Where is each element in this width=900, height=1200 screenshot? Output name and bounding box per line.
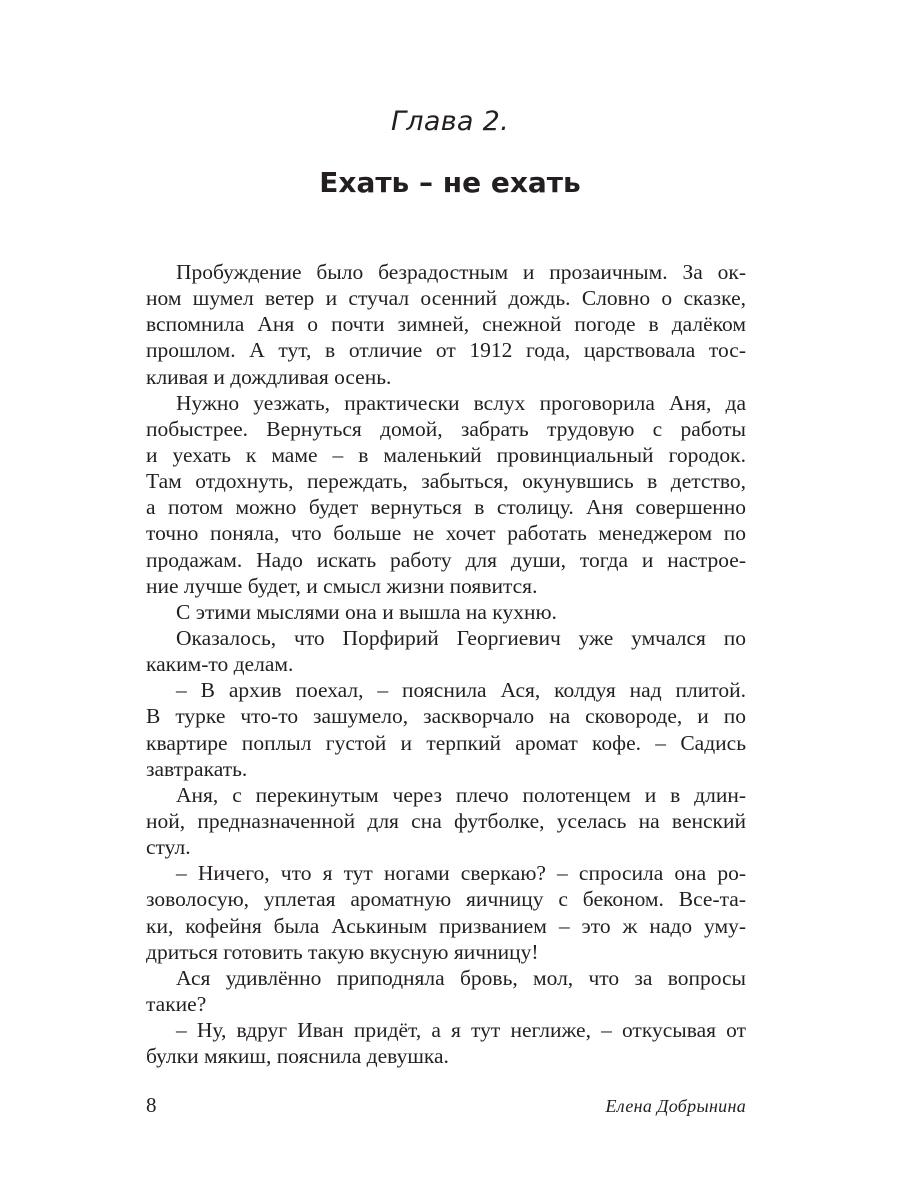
text-line: ном шумел ветер и стучал осенний дождь. Словно о сказке,	[146, 286, 746, 311]
text-line: Оказалось, что Порфирий Георгиевич уже умчался по	[176, 625, 746, 650]
chapter-label: Глава 2.	[390, 106, 510, 137]
text-line: каким-то делам.	[146, 652, 294, 677]
text-line: В турке что-то зашумело, заскворчало на сковороде, и по	[146, 704, 746, 729]
text-line: вспомнила Аня о почти зимней, снежной погоде в далёком	[146, 312, 746, 337]
text-line: Ася удивлённо приподняла бровь, мол, что за вопросы	[176, 965, 746, 990]
text-line: зоволосую, уплетая ароматную яичницу с беконом. Все-та-	[146, 887, 746, 912]
text-line: а потом можно будет вернуться в столицу. Аня совершенно	[146, 495, 746, 520]
page-number: 8	[146, 1093, 157, 1117]
text-line: такие?	[146, 991, 207, 1016]
chapter-title: Ехать – не ехать	[319, 166, 581, 199]
text-line: ки, кофейня была Аськиным призванием – это ж надо уму-	[146, 913, 746, 938]
text-line: – Ну, вдруг Иван придёт, а я тут неглиже, – откусывая от	[176, 1018, 746, 1043]
text-line: и уехать к маме – в маленький провинциальный городок.	[146, 442, 746, 467]
text-line: Там отдохнуть, переждать, забыться, окунувшись в детство,	[146, 469, 746, 494]
text-line: – В архив поехал, – пояснила Ася, колдуя над плитой.	[176, 678, 746, 703]
text-line: стул.	[146, 835, 191, 860]
text-line: дриться готовить такую вкусную яичницу!	[146, 939, 539, 964]
text-line: завтракать.	[146, 756, 248, 781]
text-line: продажам. Надо искать работу для души, тогда и настрое-	[146, 547, 746, 572]
text-line: кливая и дождливая осень.	[146, 364, 392, 389]
text-line: точно поняла, что больше не хочет работать менеджером по	[146, 521, 746, 546]
text-line: – Ничего, что я тут ногами сверкаю? – спросила она ро-	[176, 861, 746, 886]
body-text	[146, 259, 746, 1069]
text-line: квартире поплыл густой и терпкий аромат кофе. – Садись	[146, 730, 746, 755]
text-line: Пробуждение было безрадостным и прозаичным. За ок-	[176, 260, 746, 284]
text-line: побыстрее. Вернуться домой, забрать трудовую с работы	[146, 416, 746, 441]
text-line: ние лучше будет, и смысл жизни появится.	[146, 573, 538, 598]
text-line: Аня, с перекинутым через плечо полотенцем и в длин-	[176, 782, 746, 807]
text-line: прошлом. А тут, в отличие от 1912 года, царствовала тос-	[146, 338, 746, 363]
text-line: С этими мыслями она и вышла на кухню.	[176, 599, 557, 624]
text-line: ной, предназначенной для сна футболке, уселась на венский	[146, 808, 746, 833]
text-line: Нужно уезжать, практически вслух проговорила Аня, да	[176, 390, 746, 415]
text-line: булки мякиш, пояснила девушка.	[146, 1044, 449, 1069]
author-name: Елена Добрынина	[605, 1096, 746, 1116]
